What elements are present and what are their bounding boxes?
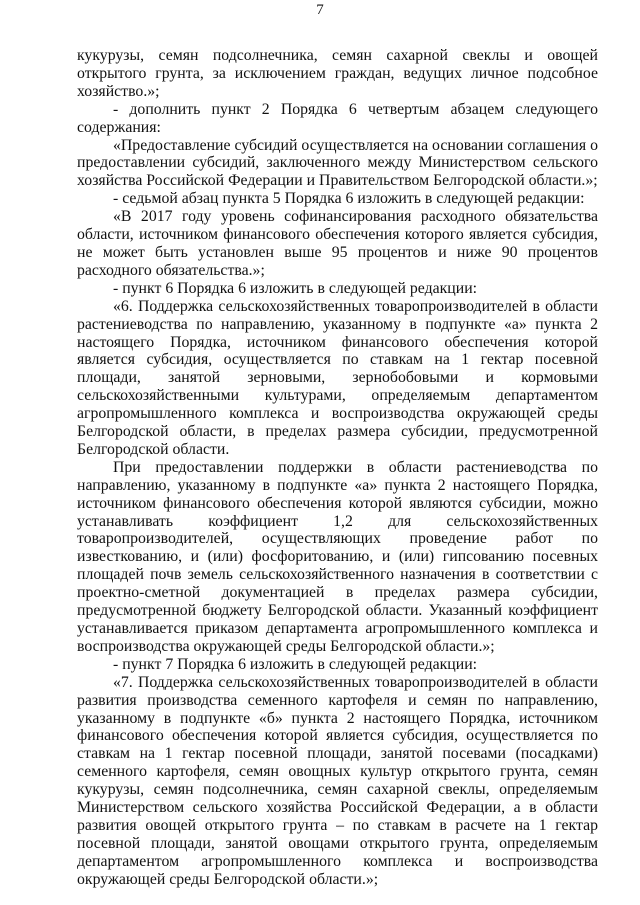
- paragraph: «Предоставление субсидий осуществляется на основании соглашения о предоставлении субсидий, заключенного между Министерством сельского хозяйства Российской Федерации и Правительством Белгородской области.»;: [77, 136, 598, 190]
- paragraph: «7. Поддержка сельскохозяйственных товаропроизводителей в области развития производства семенного картофеля и семян по направлению, указанному в подпункте «б» пункта 2 настоящего Порядка, источником финансового обеспечения которой является субсидия, осуществляется по ставкам на 1 гектар посевной площади, занятой посевами (посадками) семенного картофеля, семян овощных культур открытого грунта, семян кукурузы, семян подсолнечника, семян сахарной свеклы, определяемым Министерством сельского хозяйства Российской Федерации, а в области развития овощей открытого грунта – по ставкам в расчете на 1 гектар посевной площади, занятой овощами открытого грунта, определяемым департаментом агропромышленного комплекса и воспроизводства окружающей среды Белгородской области.»;: [77, 673, 598, 888]
- paragraph: кукурузы, семян подсолнечника, семян сахарной свеклы и овощей открытого грунта, за исключением граждан, ведущих личное подсобное хозяйство.»;: [77, 47, 598, 100]
- paragraph: «В 2017 году уровень софинансирования расходного обязательства области, источником финансового обеспечения которого является субсидия, не может быть установлен выше 95 процентов и ниже 90 процентов расходного обязательства.»;: [77, 208, 598, 279]
- page-number: 7: [316, 2, 324, 18]
- paragraph: «6. Поддержка сельскохозяйственных товаропроизводителей в области растениеводства по направлению, указанному в подпункте «а» пункта 2 настоящего Порядка, источником финансового обеспечения которой является субсидия, осуществляется по ставкам на 1 гектар посевной площади, занятой зерновыми, зернобобовыми и кормовыми сельскохозяйственными культурами, определяемым департаментом агропромышленного комплекса и воспроизводства окружающей среды Белгородской области, в пределах размера субсидии, предусмотренной Белгородской области.: [77, 297, 598, 458]
- paragraph: - дополнить пункт 2 Порядка 6 четвертым абзацем следующего содержания:: [77, 100, 598, 136]
- paragraph: - седьмой абзац пункта 5 Порядка 6 изложить в следующей редакции:: [113, 190, 585, 208]
- paragraph: - пункт 7 Порядка 6 изложить в следующей редакции:: [113, 655, 478, 673]
- paragraph: - пункт 6 Порядка 6 изложить в следующей редакции:: [113, 279, 478, 297]
- paragraph: При предоставлении поддержки в области растениеводства по направлению, указанному в подпункте «а» пункта 2 настоящего Порядка, источником финансового обеспечения которой являются субсидии, можно устанавливать коэффициент 1,2 для сельскохозяйственных товаропроизводителей, осуществляющих проведение работ по известкованию, и (или) фосфоритованию, и (или) гипсованию посевных площадей почв земель сельскохозяйственного назначения в соответствии с проектно-сметной документацией в пределах размера субсидии, предусмотренной бюджету Белгородской области. Указанный коэффициент устанавливается приказом департамента агропромышленного комплекса и воспроизводства окружающей среды Белгородской области.»;: [77, 458, 598, 655]
- document-body: [77, 47, 598, 889]
